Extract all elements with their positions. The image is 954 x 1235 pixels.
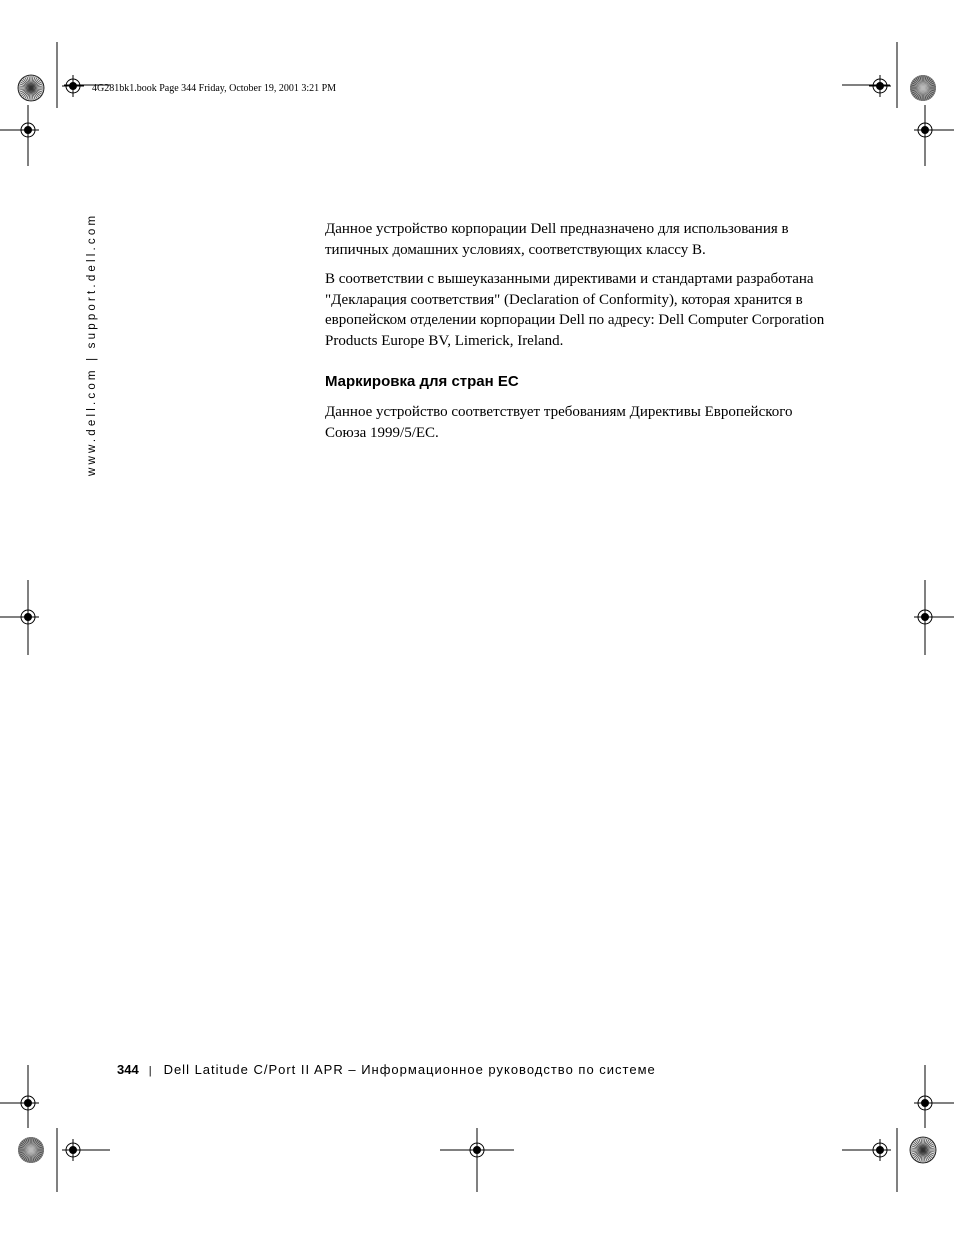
page-number: 344 [117,1062,139,1077]
paragraph-text: Данное устройство соответствует требованиям Директивы Европейского Союза 1999/5/EC. [325,404,793,441]
print-slug: 4G281bk1.book Page 344 Friday, October 19, 2001 3:21 PM [92,83,337,94]
paragraph-3 [325,402,825,443]
section-heading: Маркировка для стран ЕС [325,373,519,390]
paragraph-1 [325,219,825,260]
sidebar-url: www.dell.com | support.dell.com [86,212,98,476]
paragraph-text: Данное устройство корпорации Dell предназначено для использования в типичных домашних условиях, соответствующих классу B. [325,221,789,258]
paragraph-text: В соответствии с вышеуказанными директивами и стандартами разработана "Декларация соответствия" (Declaration of Conformity), которая хранится в европейском отделении корпорации Dell по адресу: Dell Computer Corporation Products Europe BV, Limerick, Ireland. [325,271,825,349]
footer-separator: | [148,1065,152,1077]
paragraph-2 [325,269,825,351]
footer-title: Dell Latitude C/Port II APR – Информационное руководство по системе [163,1062,656,1077]
page-footer [117,1062,656,1077]
